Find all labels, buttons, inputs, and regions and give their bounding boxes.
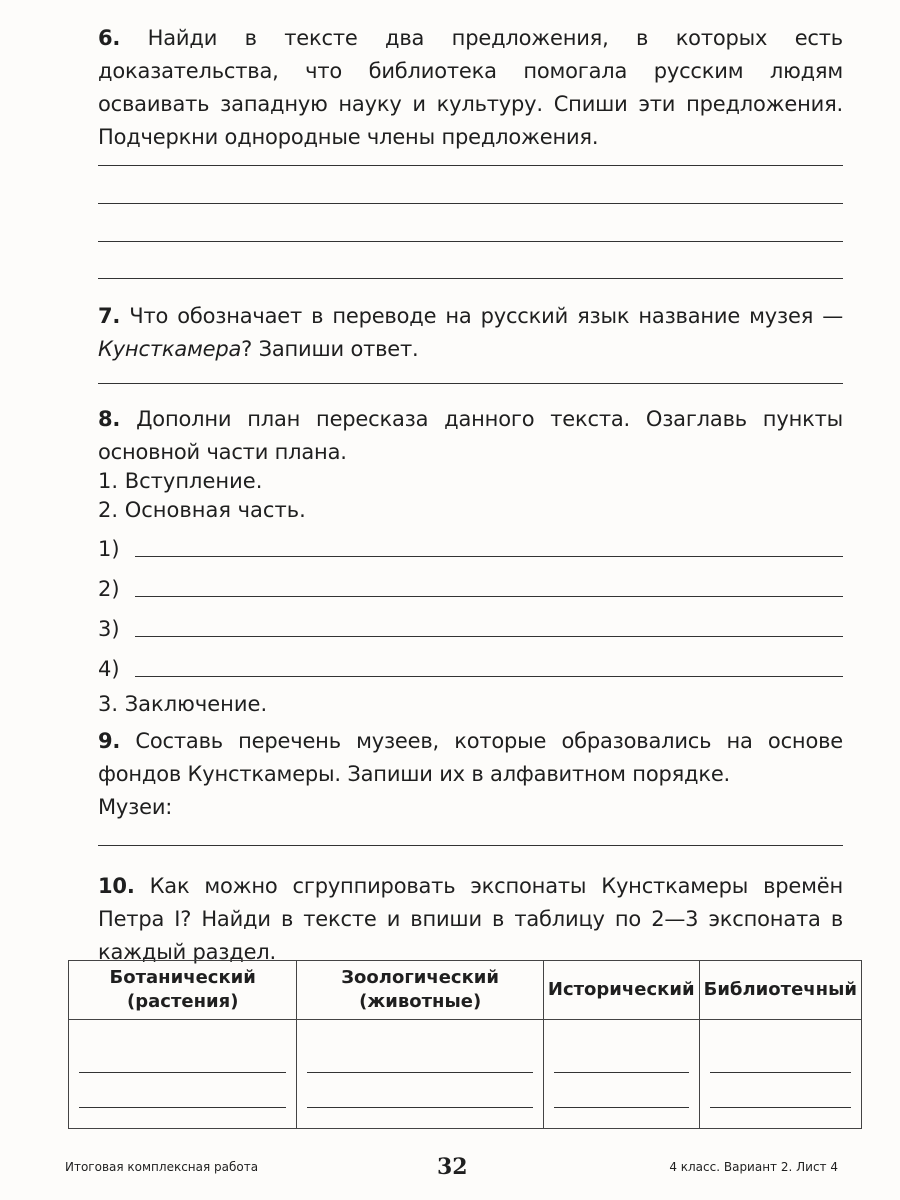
answer-line[interactable] (135, 596, 843, 597)
answer-line[interactable] (98, 845, 843, 846)
sub-item-label: 2) (98, 577, 120, 601)
task-number: 8. (98, 407, 121, 431)
task-text: ? Запиши ответ. (241, 337, 419, 361)
header-historical: Исторический (543, 961, 699, 1020)
task-7 (98, 300, 843, 366)
page-number: 32 (437, 1154, 468, 1180)
cell-library[interactable] (699, 1020, 861, 1129)
task-text: Дополни план пересказа данного текста. Озаглавь пункты основной части плана. (98, 407, 843, 464)
sub-item-label: 3) (98, 617, 120, 641)
answer-line[interactable] (135, 676, 843, 677)
plan-item: 3. Заключение. (98, 692, 268, 716)
task-9 (98, 725, 843, 824)
task-text: Что обозначает в переводе на русский язык название музея — (129, 304, 843, 328)
task-text: Как можно сгруппировать экспонаты Кунсткамеры времён Петра I? Найди в тексте и впиши в таблицу по 2—3 экспоната в каждый раздел. (98, 874, 843, 964)
exhibits-table (68, 960, 862, 1129)
task-text-italic: Кунсткамера (98, 337, 242, 361)
header-zoological: Зоологический (животные) (297, 961, 543, 1020)
answer-line[interactable] (135, 556, 843, 557)
cell-historical[interactable] (543, 1020, 699, 1129)
task-8 (98, 403, 843, 469)
task-number: 6. (98, 26, 121, 50)
task-number: 9. (98, 729, 121, 753)
header-botanical: Ботанический (растения) (69, 961, 297, 1020)
answer-line[interactable] (135, 636, 843, 637)
answer-line[interactable] (98, 278, 843, 279)
task-number: 10. (98, 874, 135, 898)
task-text: Найди в тексте два предложения, в которых есть доказательства, что библиотека помогала русским людям осваивать западную науку и культуру. Спиши эти предложения. Подчеркни однородные члены предложения. (98, 26, 843, 149)
footer-title: Итоговая комплексная работа (65, 1160, 259, 1174)
museums-label: Музеи: (98, 795, 173, 819)
cell-botanical[interactable] (69, 1020, 297, 1129)
answer-line[interactable] (98, 165, 843, 166)
header-library: Библиотечный (699, 961, 861, 1020)
sub-item-label: 1) (98, 537, 120, 561)
task-text: Составь перечень музеев, которые образовались на основе фондов Кунсткамеры. Запиши их в алфавитном порядке. (98, 729, 844, 786)
task-number: 7. (98, 304, 121, 328)
answer-line[interactable] (98, 203, 843, 204)
plan-item: 2. Основная часть. (98, 498, 306, 522)
task-10 (98, 870, 843, 969)
answer-line[interactable] (98, 241, 843, 242)
task-6 (98, 22, 843, 154)
footer-variant: 4 класс. Вариант 2. Лист 4 (669, 1160, 838, 1174)
answer-line[interactable] (98, 383, 843, 384)
cell-zoological[interactable] (297, 1020, 543, 1129)
sub-item-label: 4) (98, 657, 120, 681)
plan-item: 1. Вступление. (98, 469, 263, 493)
